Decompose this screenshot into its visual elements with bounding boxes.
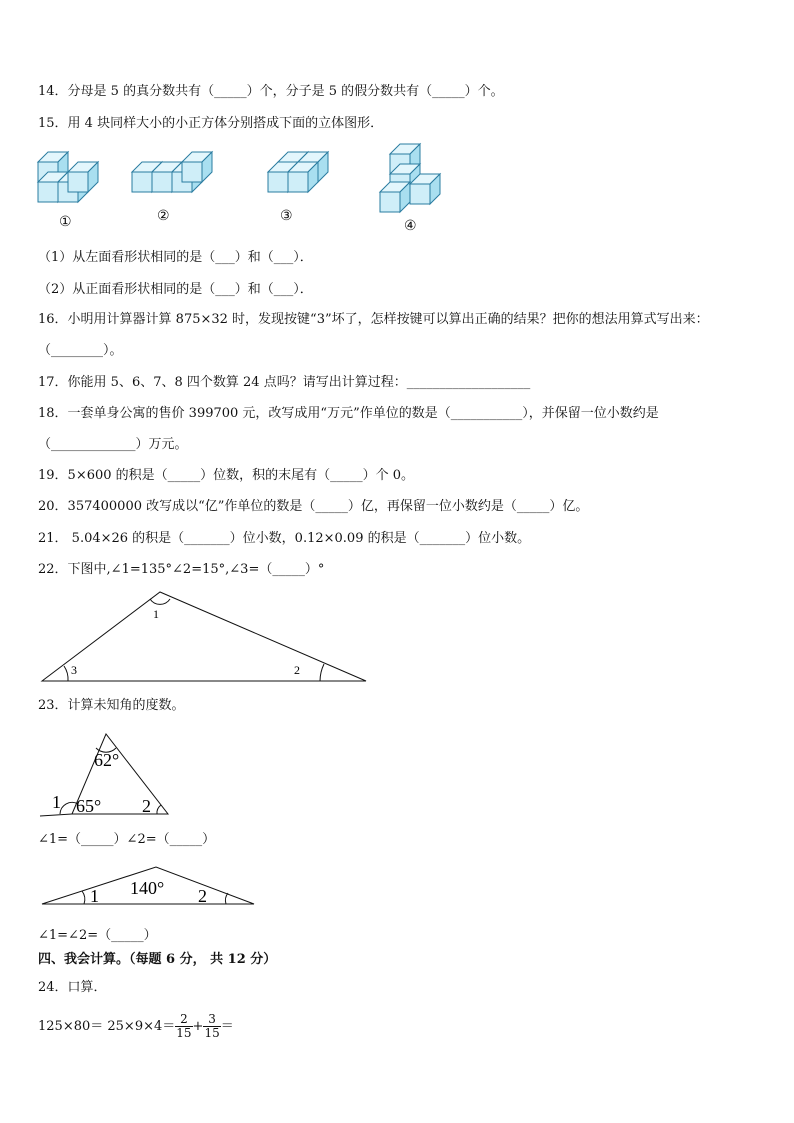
question-21: 21． 5.04×26 的积是（_______）位小数，0.12×0.09 的积是（_______）位小数。 (38, 531, 531, 546)
fraction-3-15: $\frac{3}{15}$ (204, 1012, 220, 1040)
angle-label-140: 140° (130, 878, 165, 898)
cube-label-4: ④ (404, 218, 417, 234)
question-22: 22．下图中,∠1=135°∠2=15°,∠3=（_____）° (38, 562, 325, 577)
angle-label-65: 65° (76, 796, 102, 816)
equals-sign: ＝ (220, 1019, 234, 1034)
angle-label-3: 3 (71, 663, 77, 677)
q24-expr-text: 125×80＝ 25×9×4＝ (38, 1019, 176, 1034)
angle-label-62: 62° (94, 750, 120, 770)
angle-label-2: 2 (198, 886, 207, 906)
question-15: 15．用 4 块同样大小的小正方体分别搭成下面的立体图形． (38, 116, 384, 131)
cube-label-1: ① (59, 214, 72, 230)
question-15-part2: （2）从正面看形状相同的是（___）和（___）． (38, 282, 313, 297)
cube-label-2: ② (157, 208, 170, 224)
plus-sign: + (192, 1019, 204, 1034)
cube-shape-3 (268, 152, 328, 192)
cube-label-3: ③ (280, 208, 293, 224)
cube-shape-4 (380, 144, 440, 212)
question-15-part1: （1）从左面看形状相同的是（___）和（___）． (38, 250, 313, 265)
angle-label-1: 1 (52, 792, 61, 812)
question-20: 20．357400000 改写成以“亿”作单位的数是（_____）亿，再保留一位小数约是（_____）亿。 (38, 499, 589, 514)
question-14: 14．分母是 5 的真分数共有（_____）个，分子是 5 的假分数共有（_____）个。 (38, 84, 504, 99)
question-24-expressions (38, 1012, 234, 1042)
angle-label-2: 2 (142, 796, 151, 816)
question-23-answer1: ∠1=（_____）∠2=（_____） (38, 832, 216, 847)
question-24: 24．口算． (38, 980, 107, 995)
fraction-2-15: $\frac{2}{15}$ (176, 1012, 192, 1040)
cube-shape-1 (38, 152, 98, 202)
question-16-line1: 16．小明用计算器计算 875×32 时，发现按键“3”坏了，怎样按键可以算出正确的结果？把你的想法用算式写出来： (38, 312, 709, 327)
angle-label-2: 2 (294, 663, 300, 677)
cube-figures (30, 142, 460, 242)
question-23-answer2: ∠1=∠2=（_____） (38, 928, 157, 943)
question-18-line1: 18．一套单身公寓的售价 399700 元，改写成用“万元”作单位的数是（___________），并保留一位小数约是 (38, 406, 659, 421)
question-18-line2: （_____________）万元。 (38, 437, 188, 452)
question-16-line2: （________）。 (38, 343, 123, 358)
triangle-q23-1 (38, 730, 178, 822)
section-4-heading: 四、我会计算。（每题 6 分， 共 12 分） (38, 952, 277, 967)
question-19: 19．5×600 的积是（_____）位数，积的末尾有（_____）个 0。 (38, 468, 415, 483)
question-17: 17．你能用 5、6、7、8 四个数算 24 点吗？请写出计算过程：___________________ (38, 375, 531, 390)
cube-shape-2 (132, 152, 212, 192)
angle-label-1: 1 (90, 886, 99, 906)
triangle-q23-2 (38, 862, 263, 908)
triangle-q22 (38, 588, 378, 688)
angle-label-1: 1 (153, 607, 159, 621)
question-23: 23．计算未知角的度数。 (38, 698, 185, 713)
